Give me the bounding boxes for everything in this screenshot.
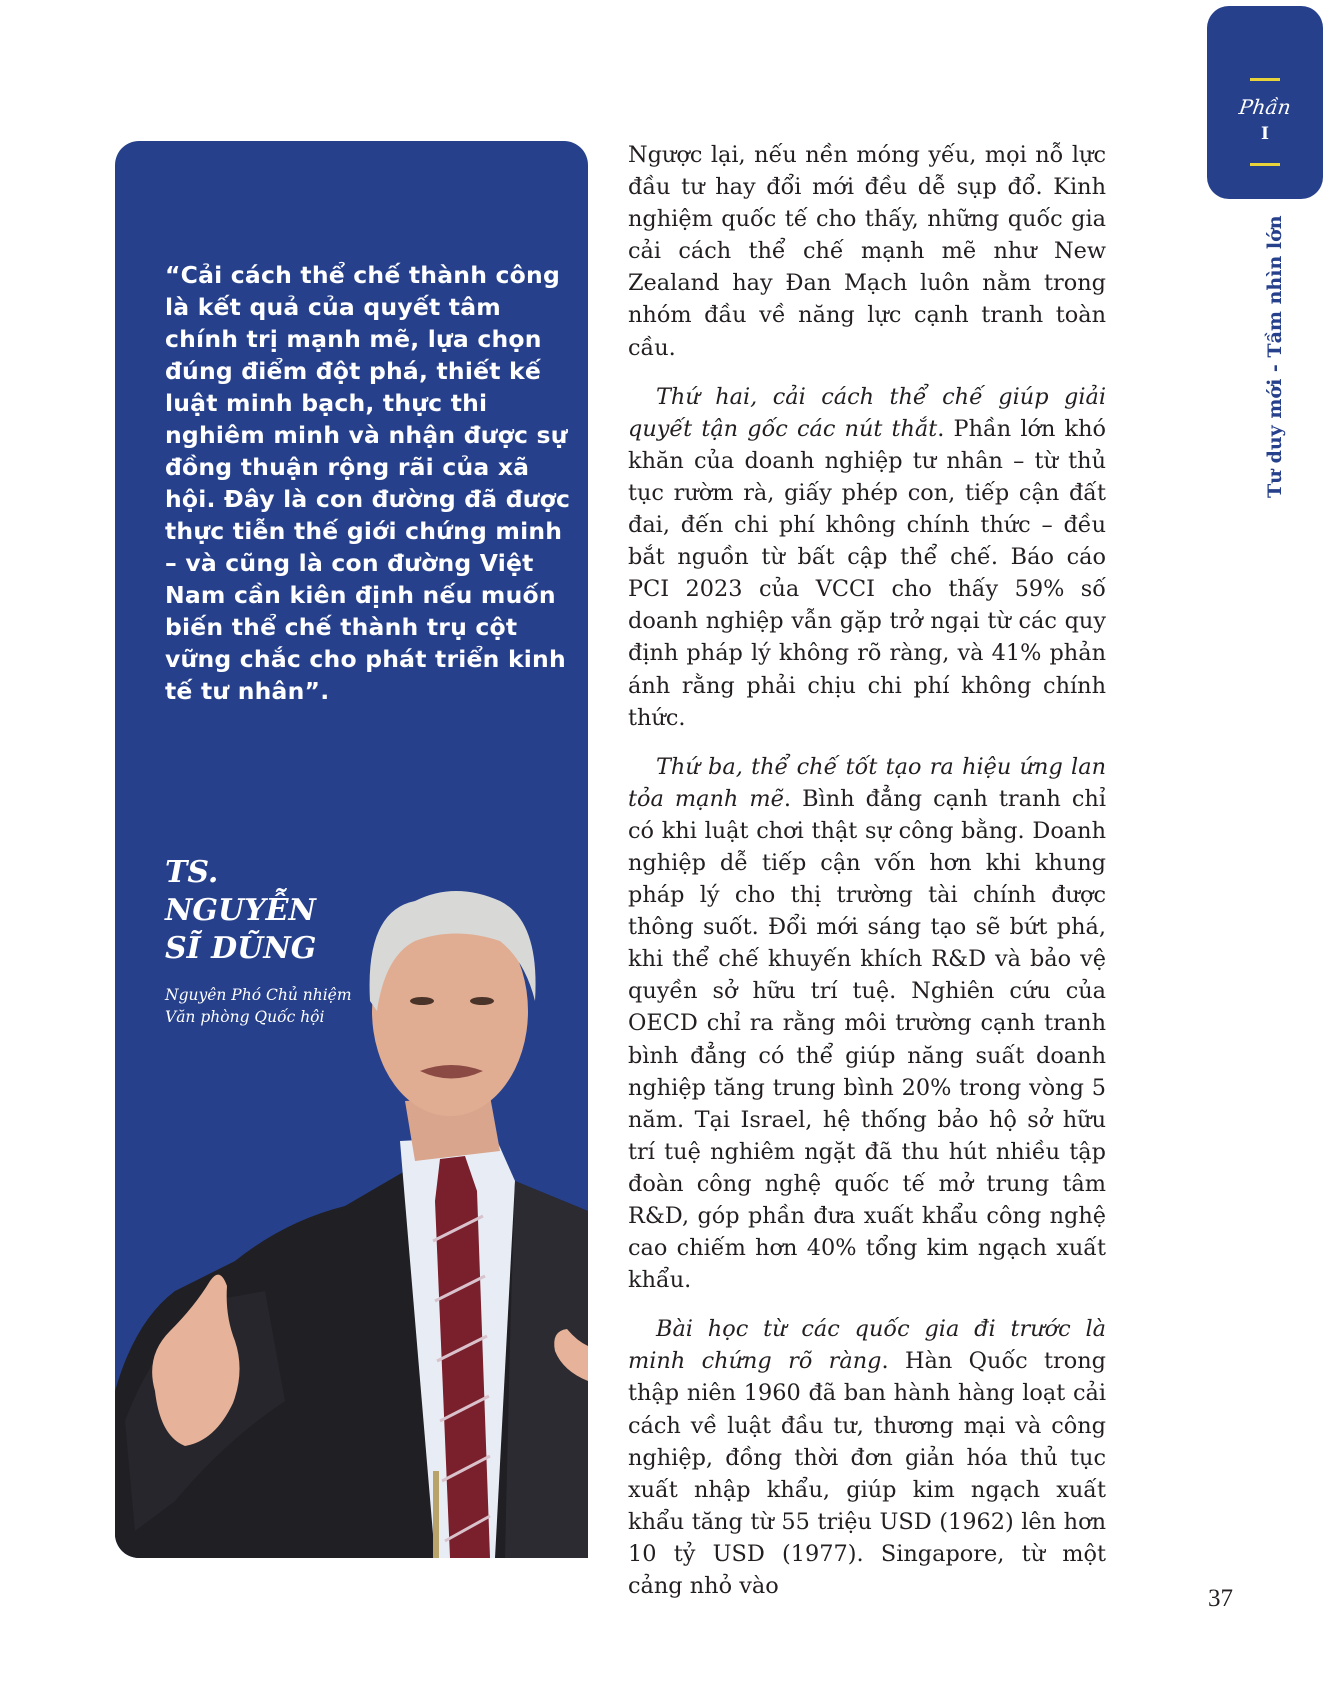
tab-rule-top	[1250, 78, 1280, 81]
quote-card	[115, 141, 588, 1558]
paragraph-text: . Hàn Quốc trong thập niên 1960 đã ban hành hàng loạt cải cách về luật đầu tư, thương mại và công nghiệp, đồng thời đơn giản hóa thủ tục xuất nhập khẩu, giúp kim ngạch xuất khẩu tăng từ 55 triệu USD (1962) lên hơn 10 tỷ USD (1977). Singapore, từ một cảng nhỏ vào	[628, 1348, 1106, 1600]
author-name	[165, 854, 415, 968]
section-label: Phần	[1237, 95, 1293, 119]
section-number: I	[1261, 124, 1269, 144]
pull-quote: “Cải cách thể chế thành công là kết quả của quyết tâm chính trị mạnh mẽ, lựa chọn đúng điểm đột phá, thiết kế luật minh bạch, thực thi nghiêm minh và nhận được sự đồng thuận rộng rãi của xã hội. Đây là con đường đã được thực tiễn thế giới chứng minh – và cũng là con đường Việt Nam cần kiên định nếu muốn biến thể chế thành trụ cột vững chắc cho phát triển kinh tế tư nhân”.	[165, 261, 571, 705]
author-name-line: NGUYỄN	[165, 893, 316, 928]
paragraph-text: . Bình đẳng cạnh tranh chỉ có khi luật chơi thật sự công bằng. Doanh nghiệp dễ tiếp cận vốn hơn khi khung pháp lý cho thị trường tài chính được thông suốt. Đổi mới sáng tạo sẽ bứt phá, khi thể chế khuyến khích R&D và bảo vệ quyền sở hữu trí tuệ. Nghiên cứu của OECD chỉ ra rằng môi trường cạnh tranh bình đẳng có thể giúp năng suất doanh nghiệp tăng trung bình 20% trong vòng 5 năm. Tại Israel, hệ thống bảo hộ sở hữu trí tuệ nghiêm ngặt đã thu hút nhiều tập đoàn công nghệ quốc tế mở trung tâm R&D, góp phần đưa xuất khẩu công nghệ cao chiếm hơn 40% tổng kim ngạch xuất khẩu.	[628, 785, 1107, 1294]
author-title	[165, 984, 405, 1028]
paragraph	[628, 1313, 1106, 1602]
paragraph-lead: Thứ hai, cải cách thể chế giúp giải quyết tận gốc các nút thắt	[628, 383, 1106, 442]
paragraph-lead: Bài học từ các quốc gia đi trước là minh chứng rõ ràng	[628, 1316, 1106, 1375]
paragraph: Ngược lại, nếu nền móng yếu, mọi nỗ lực đầu tư hay đổi mới đều dễ sụp đổ. Kinh nghiệm quốc tế cho thấy, những quốc gia cải cách thể chế mạnh mẽ như New Zealand hay Đan Mạch luôn nằm trong nhóm đầu về năng lực cạnh tranh toàn cầu.	[628, 142, 1106, 361]
paragraph	[628, 751, 1106, 1297]
section-tab	[1207, 6, 1323, 199]
microphone-shape	[433, 1471, 439, 1558]
author-title-line: Văn phòng Quốc hội	[165, 1008, 325, 1026]
author-title-line: Nguyên Phó Chủ nhiệm	[165, 986, 352, 1004]
author-name-line: SĨ DŨNG	[165, 931, 317, 966]
paragraph-text: . Phần lớn khó khăn của doanh nghiệp tư nhân – từ thủ tục rườm rà, giấy phép con, tiếp cận đất đai, đến chi phí không chính thức – đều bắt nguồn từ bất cập thể chế. Báo cáo PCI 2023 của VCCI cho thấy 59% số doanh nghiệp vẫn gặp trở ngại từ các quy định pháp lý không rõ ràng, và 41% phản ánh rằng phải chịu chi phí không chính thức.	[628, 415, 1106, 731]
article-body	[628, 139, 1106, 1619]
paragraph	[628, 381, 1106, 734]
author-name-line: TS.	[165, 855, 219, 890]
tab-rule-bottom	[1250, 163, 1280, 166]
left-eye-shape	[410, 997, 434, 1005]
paragraph-lead: Thứ ba, thể chế tốt tạo ra hiệu ứng lan tỏa mạnh mẽ	[628, 753, 1106, 812]
running-title: Tư duy mới - Tầm nhìn lớn	[1264, 215, 1286, 498]
page-number: 37	[1208, 1585, 1233, 1612]
right-eye-shape	[470, 997, 494, 1005]
